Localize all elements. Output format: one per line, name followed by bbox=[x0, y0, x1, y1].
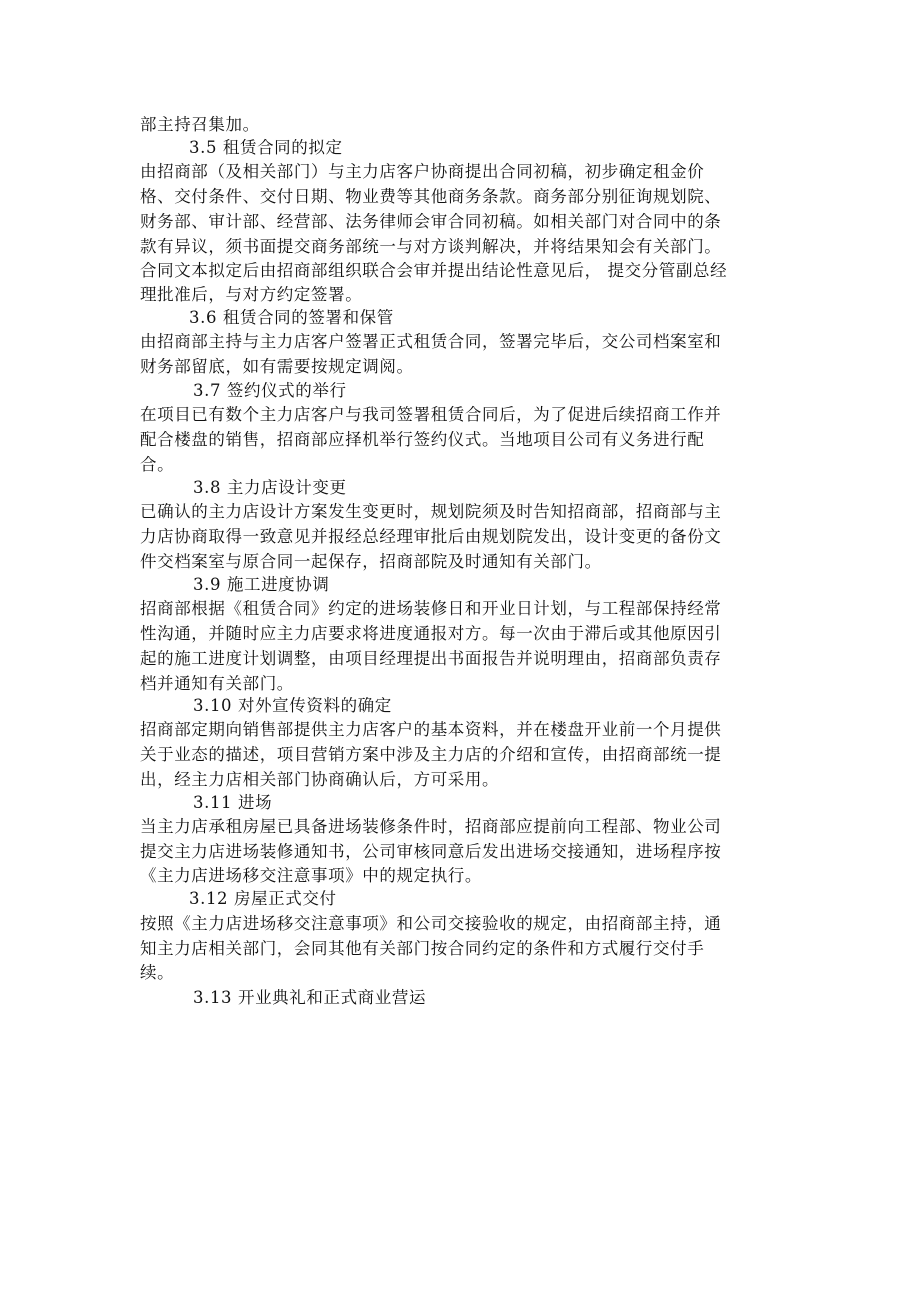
paragraph-line: 出，经主力店相关部门协商确认后，方可采用。 bbox=[140, 770, 500, 789]
section-heading-3-6: 3.6 租赁合同的签署和保管 bbox=[189, 308, 394, 327]
paragraph-line: 合。 bbox=[140, 455, 175, 474]
paragraph-line: 在项目已有数个主力店客户与我司签署租赁合同后，为了促进后续招商工作并 bbox=[140, 405, 722, 424]
paragraph-line: 格、交付条件、交付日期、物业费等其他商务条款。商务部分别征询规划院、 bbox=[140, 187, 722, 206]
section-heading-3-5: 3.5 租赁合同的拟定 bbox=[189, 138, 343, 157]
paragraph-line: 关于业态的描述，项目营销方案中涉及主力店的介绍和宣传，由招商部统一提 bbox=[140, 745, 722, 764]
paragraph-line: 招商部根据《租赁合同》约定的进场装修日和开业日计划，与工程部保持经常 bbox=[140, 599, 722, 618]
paragraph-line: 财务部留底，如有需要按规定调阅。 bbox=[140, 357, 414, 376]
section-heading-3-10: 3.10 对外宣传资料的确定 bbox=[193, 696, 392, 715]
paragraph-line: 招商部定期向销售部提供主力店客户的基本资料，并在楼盘开业前一个月提供 bbox=[140, 720, 722, 739]
paragraph-line: 由招商部（及相关部门）与主力店客户协商提出合同初稿，初步确定租金价 bbox=[140, 162, 705, 181]
section-heading-3-11: 3.11 进场 bbox=[193, 793, 273, 812]
paragraph-line: 已确认的主力店设计方案发生变更时，规划院须及时告知招商部，招商部与主 bbox=[140, 502, 722, 521]
paragraph-line: 合同文本拟定后由招商部组织联合会审并提出结论性意见后， 提交分管副总经 bbox=[140, 261, 728, 280]
paragraph-line: 提交主力店进场装修通知书，公司审核同意后发出进场交接通知，进场程序按 bbox=[140, 842, 722, 861]
paragraph-line: 续。 bbox=[140, 963, 175, 982]
paragraph-line: 款有异议，须书面提交商务部统一与对方谈判解决，并将结果知会有关部门。 bbox=[140, 237, 722, 256]
paragraph-line: 力店协商取得一致意见并报经总经理审批后由规划院发出，设计变更的备份文 bbox=[140, 527, 722, 546]
paragraph-line: 由招商部主持与主力店客户签署正式租赁合同，签署完毕后，交公司档案室和 bbox=[140, 332, 722, 351]
paragraph-line: 档并通知有关部门。 bbox=[140, 674, 294, 693]
section-heading-3-13: 3.13 开业典礼和正式商业营运 bbox=[193, 988, 427, 1007]
paragraph-line: 知主力店相关部门，会同其他有关部门按合同约定的条件和方式履行交付手 bbox=[140, 939, 705, 958]
paragraph-line: 按照《主力店进场移交注意事项》和公司交接验收的规定，由招商部主持，通 bbox=[140, 914, 722, 933]
section-heading-3-12: 3.12 房屋正式交付 bbox=[189, 889, 337, 908]
paragraph-line: 配合楼盘的销售，招商部应择机举行签约仪式。当地项目公司有义务进行配 bbox=[140, 430, 705, 449]
section-heading-3-8: 3.8 主力店设计变更 bbox=[193, 478, 347, 497]
paragraph-line: 起的施工进度计划调整，由项目经理提出书面报告并说明理由，招商部负责存 bbox=[140, 649, 722, 668]
paragraph-line: 件交档案室与原合同一起保存，招商部院及时通知有关部门。 bbox=[140, 552, 602, 571]
paragraph-line: 性沟通，并随时应主力店要求将进度通报对方。每一次由于滞后或其他原因引 bbox=[140, 624, 722, 643]
paragraph-line: 理批准后，与对方约定签署。 bbox=[140, 285, 363, 304]
paragraph-line: 当主力店承租房屋已具备进场装修条件时，招商部应提前向工程部、物业公司 bbox=[140, 817, 722, 836]
paragraph-line: 部主持召集加。 bbox=[140, 115, 260, 134]
paragraph-line: 《主力店进场移交注意事项》中的规定执行。 bbox=[140, 866, 482, 885]
paragraph-line: 财务部、审计部、经营部、法务律师会审合同初稿。如相关部门对合同中的条 bbox=[140, 212, 722, 231]
section-heading-3-7: 3.7 签约仪式的举行 bbox=[193, 381, 347, 400]
section-heading-3-9: 3.9 施工进度协调 bbox=[193, 575, 330, 594]
